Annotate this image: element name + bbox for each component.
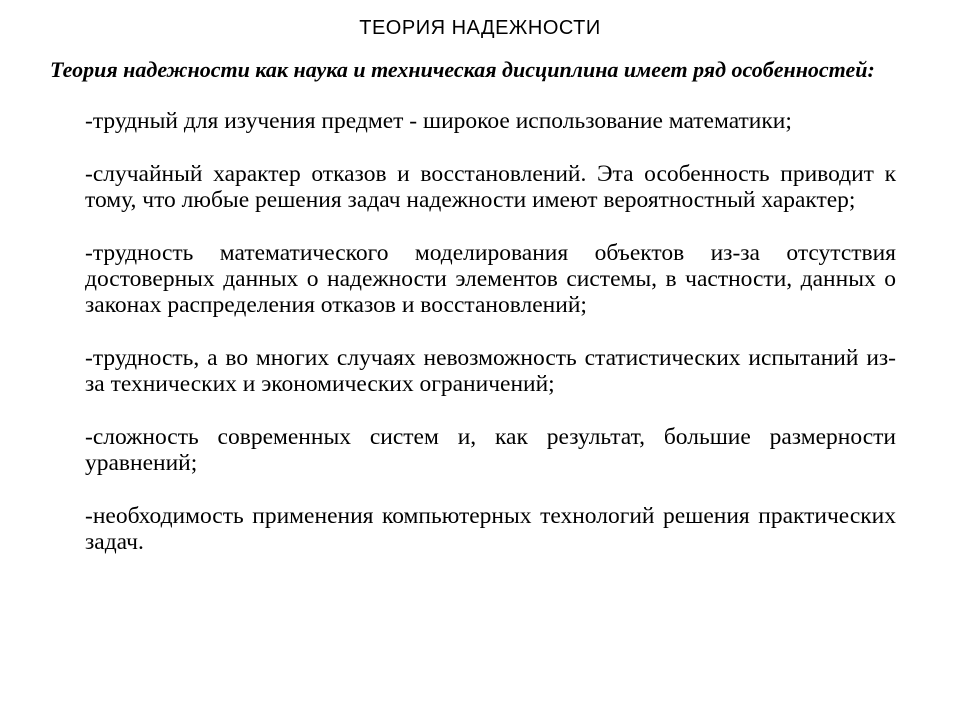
list-item-system-complexity: -сложность современных систем и, как результат, большие размерности уравнений; — [85, 424, 896, 476]
list-item-random-failures: -случайный характер отказов и восстановлений. Эта особенность приводит к тому, что любые решения задач надежности имеют вероятностный характер; — [85, 161, 896, 213]
list-item-testing-impossibility: -трудность, а во многих случаях невозможность статистических испытаний из-за технических и экономических ограничений; — [85, 345, 896, 397]
list-item-computer-technologies: -необходимость применения компьютерных технологий решения практических задач. — [85, 503, 896, 555]
slide-body — [0, 108, 960, 555]
slide-title: ТЕОРИЯ НАДЕЖНОСТИ — [359, 17, 601, 39]
slide-heading: Теория надежности как наука и техническая дисциплина имеет ряд особенностей: — [50, 57, 875, 82]
list-item-modeling-difficulty: -трудность математического моделирования объектов из-за отсутствия достоверных данных о надежности элементов системы, в частности, данных о законах распределения отказов и восстановлений; — [85, 240, 896, 318]
list-item-difficult-subject: -трудный для изучения предмет - широкое использование математики; — [85, 108, 792, 134]
